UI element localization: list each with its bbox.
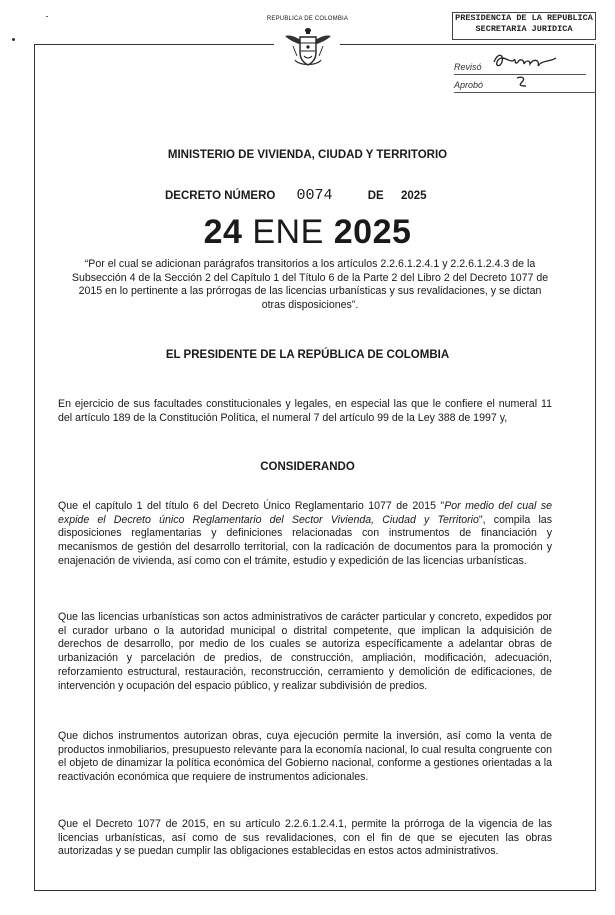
p1-text-a: Que el capítulo 1 del título 6 del Decreto Único Reglamentario 1077 de 2015 "	[58, 500, 445, 512]
ministry-title: MINISTERIO DE VIVIENDA, CIUDAD Y TERRITORIO	[167, 149, 448, 161]
p1-italic-title: Por medio del cual se expide el Decreto único Reglamentario del Sector Vivienda, Ciudad y Territorio	[58, 500, 553, 526]
approver-mark	[514, 74, 530, 90]
decree-number: 0074	[296, 187, 333, 204]
decree-year: 2025	[400, 190, 427, 202]
date-stamp	[0, 213, 615, 252]
stamp-reviso-label: Revisó	[454, 62, 482, 72]
stamp-aprobo-line	[454, 92, 596, 93]
considering-heading: CONSIDERANDO	[260, 461, 355, 473]
p1-text-b: ", compila las disposiciones reglamentarias y definiciones relacionadas con instrumentos de financiación y mecanismos de gestión del desarrollo territorial, con la radicación de documentos para la promoción y enajenación de vivienda, así como con el trámite, estudio y expedición de las licencias urbanísticas.	[58, 513, 552, 567]
decree-de: DE	[367, 190, 384, 202]
presidency-stamp-box	[452, 12, 596, 40]
considering-paragraph-2: Que las licencias urbanísticas son actos administrativos de carácter particular y concreto, expedidos por el curador urbano o la autoridad municipal o distrital competente, que implican la adquisición de derechos de desarrollo, por medio de los cuales se autoriza específicamente a adelantar obras de urbanización y parcelación de predios, de construcción, ampliación, modificación, adecuación, reforzamiento estructural, restauración, reconstrucción, cerramiento y demolición de edificaciones, de intervención y ocupación del espacio público, y realizar subdivisión de predios.	[58, 611, 552, 692]
considering-paragraph-3: Que dichos instrumentos autorizan obras, cuya ejecución permite la inversión, así como la venta de productos inmobiliarios, presupuesto relevante para la economía nacional, lo cual resulta congruente con el objeto de dinamizar la política económica del Gobierno nacional, conforme a gestiones orientadas a la reactivación económica que requiere de instrumentos adicionales.	[58, 730, 552, 784]
considering-paragraph-4: Que el Decreto 1077 de 2015, en su artículo 2.2.6.1.2.4.1, permite la prórroga de la vigencia de las licencias urbanísticas, así como de sus revalidaciones, con el fin de que se ejecuten las obras autorizadas y se puedan cumplir las obligaciones establecidas en estos actos administrativos.	[58, 818, 552, 858]
decree-subject: “Por el cual se adicionan parágrafos transitorios a los artículos 2.2.6.1.2.4.1 y 2.2.6.1.2.4.3 de la Subsección 4 de la Sección 2 del Capítulo 1 del Título 6 de la Parte 2 del Libro 2 del Decreto 1077 de 2015 en lo pertinente a las prórrogas de las licencias urbanísticas y sus revalidaciones, y se dictan otras disposiciones”.	[71, 258, 549, 311]
date-month: ENE	[252, 213, 324, 251]
decree-label: DECRETO NÚMERO	[165, 190, 276, 202]
stamp-secretary-text: SECRETARIA JURIDICA	[475, 24, 573, 34]
considering-paragraph-1	[58, 500, 552, 569]
page-border-top-left	[34, 44, 274, 45]
decree-number-line	[165, 187, 465, 204]
scan-speck	[12, 38, 15, 41]
republic-header: REPUBLICA DE COLOMBIA	[266, 16, 349, 22]
intro-paragraph: En ejercicio de sus facultades constitucionales y legales, en especial las que le confiere el numeral 11 del artículo 189 de la Constitución Política, el numeral 7 del artículo 99 de la Ley 388 de 1997 y,	[58, 398, 552, 424]
stamp-presidency-text: PRESIDENCIA DE LA REPUBLICA	[455, 13, 593, 23]
coat-of-arms-icon	[281, 26, 335, 70]
president-heading: EL PRESIDENTE DE LA REPÚBLICA DE COLOMBIA	[165, 349, 450, 361]
date-year: 2025	[333, 213, 412, 251]
stamp-aprobo-label: Aprobó	[454, 80, 484, 90]
reviewer-signature	[490, 48, 562, 74]
review-stamp	[452, 12, 597, 94]
date-day: 24	[203, 213, 243, 251]
